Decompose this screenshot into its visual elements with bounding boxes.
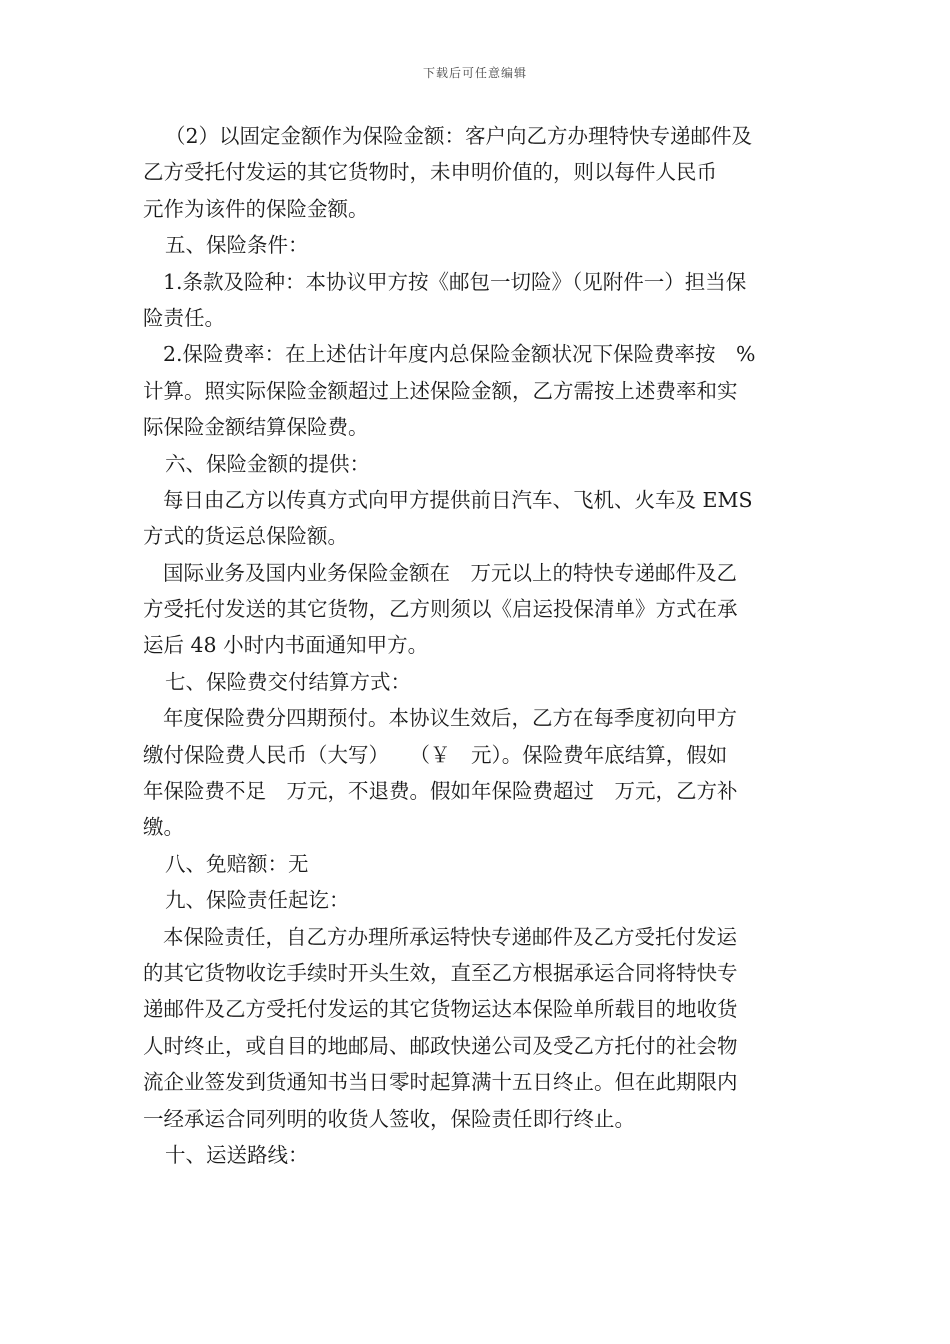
paragraph-line: 流企业签发到货通知书当日零时起算满十五日终止。但在此期限内	[143, 1070, 738, 1095]
page-header: 下载后可任意编辑	[422, 66, 527, 80]
paragraph-line: 元作为该件的保险金额。	[143, 196, 369, 221]
paragraph-line: 险责任。	[143, 305, 225, 330]
paragraph-line: 年保险费不足 万元，不退费。假如年保险费超过 万元，乙方补	[143, 779, 738, 804]
paragraph-line: 缴。	[143, 815, 184, 840]
paragraph-line: 的其它货物收讫手续时开头生效，直至乙方根据承运合同将特快专	[143, 960, 738, 985]
section-heading: 八、免赔额：无	[165, 851, 309, 876]
paragraph-line: 每日由乙方以传真方式向甲方提供前日汽车、飞机、火车及 EMS	[163, 487, 753, 512]
paragraph-line: 乙方受托付发运的其它货物时，未申明价值的，则以每件人民币	[143, 160, 717, 185]
paragraph-line: 际保险金额结算保险费。	[143, 415, 369, 440]
paragraph-line: 缴付保险费人民币（大写） （￥ 元）。保险费年底结算，假如	[143, 742, 728, 767]
document-body	[143, 118, 808, 1173]
section-heading: 七、保险费交付结算方式：	[165, 669, 411, 694]
paragraph-line: 运后 48 小时内书面通知甲方。	[143, 633, 429, 658]
paragraph-line: 1.条款及险种：本协议甲方按《邮包一切险》（见附件一）担当保	[163, 269, 747, 294]
section-heading: 五、保险条件：	[165, 233, 309, 258]
paragraph-line: 方受托付发送的其它货物，乙方则须以《启运投保清单》方式在承	[143, 597, 738, 622]
paragraph-line: 计算。照实际保险金额超过上述保险金额，乙方需按上述费率和实	[143, 378, 738, 403]
paragraph-line: 年度保险费分四期预付。本协议生效后，乙方在每季度初向甲方	[163, 706, 737, 731]
paragraph-line: （2）以固定金额作为保险金额：客户向乙方办理特快专递邮件及	[165, 124, 753, 148]
section-heading: 九、保险责任起讫：	[165, 888, 350, 913]
section-heading: 六、保险金额的提供：	[165, 451, 370, 476]
paragraph-line: 2.保险费率：在上述估计年度内总保险金额状况下保险费率按 %	[163, 342, 756, 367]
paragraph-line: 一经承运合同列明的收货人签收，保险责任即行终止。	[143, 1106, 635, 1131]
paragraph-line: 人时终止，或自目的地邮局、邮政快递公司及受乙方托付的社会物	[143, 1033, 738, 1058]
section-heading: 十、运送路线：	[165, 1142, 309, 1167]
paragraph-line: 国际业务及国内业务保险金额在 万元以上的特快专递邮件及乙	[163, 560, 737, 585]
paragraph-line: 方式的货运总保险额。	[143, 524, 348, 549]
paragraph-line: 本保险责任，自乙方办理所承运特快专递邮件及乙方受托付发运	[163, 924, 737, 949]
paragraph-line: 递邮件及乙方受托付发运的其它货物运达本保险单所载目的地收货	[143, 997, 738, 1022]
